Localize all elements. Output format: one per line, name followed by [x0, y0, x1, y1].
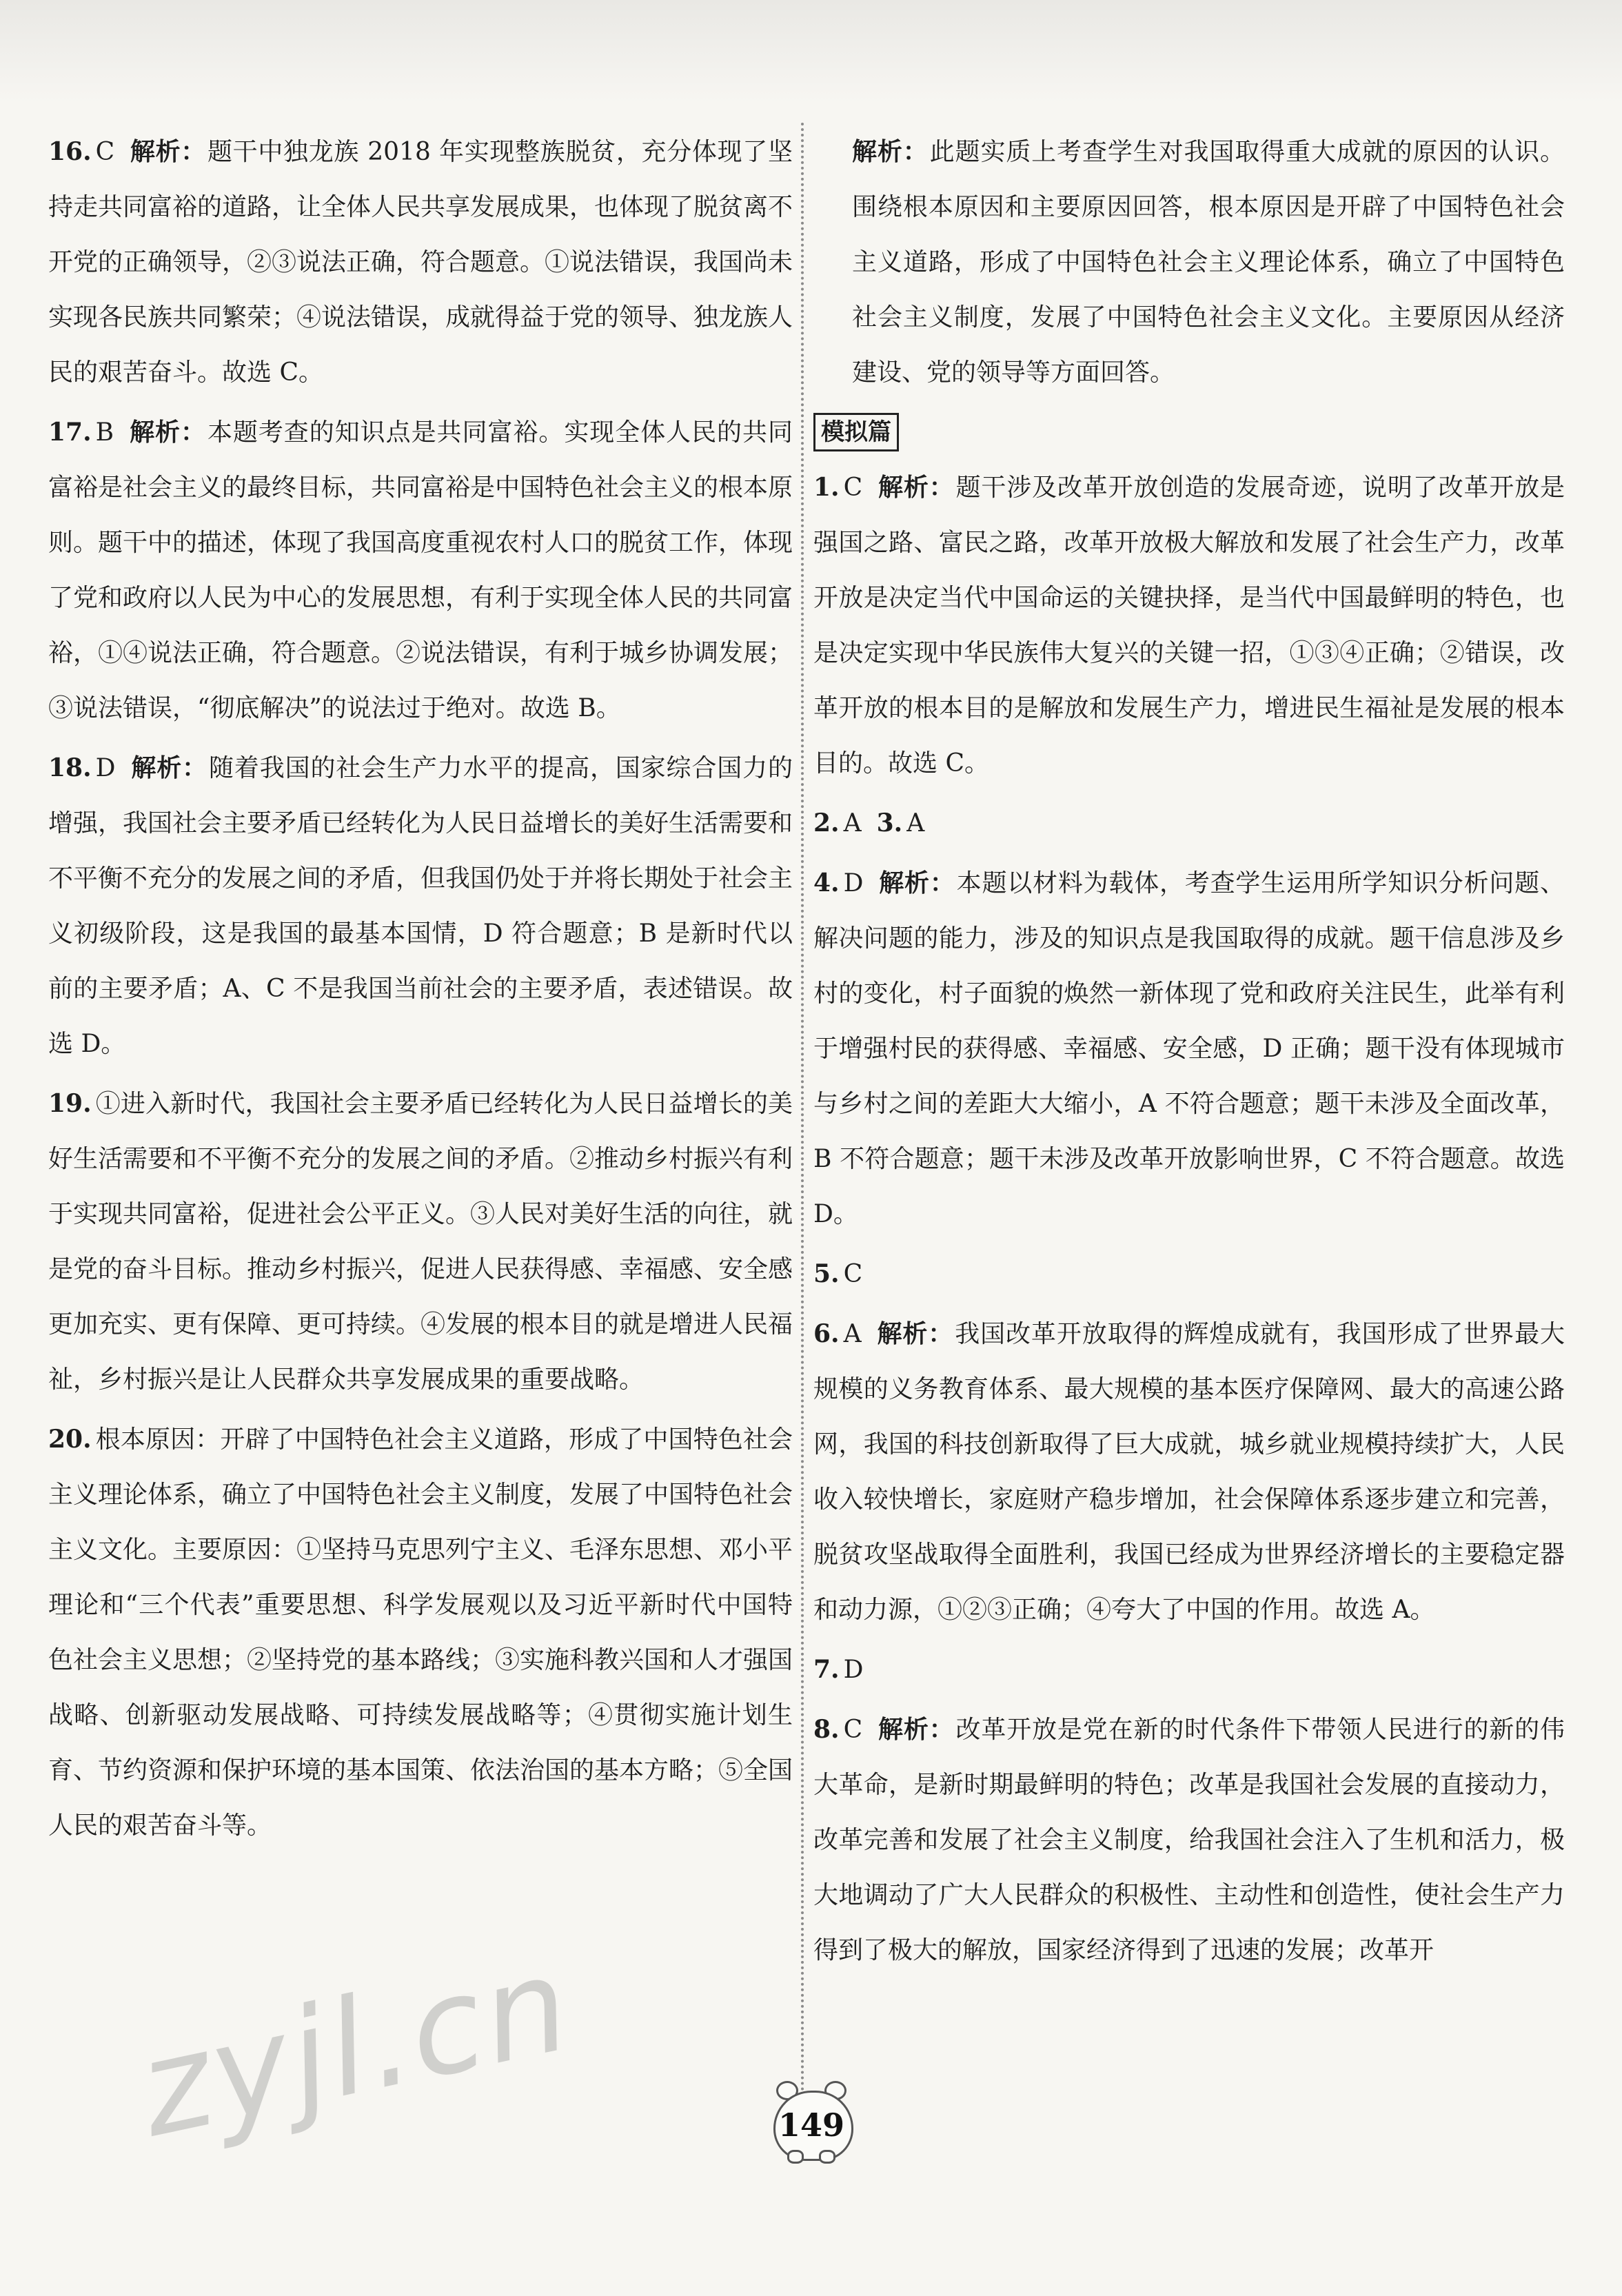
- question-number: 18.: [48, 753, 92, 782]
- answer-option: C: [843, 1260, 863, 1288]
- answer-item: [813, 1642, 1565, 1698]
- answer-option: D: [95, 754, 116, 782]
- page-number: 149: [778, 2106, 845, 2144]
- question-number: 19.: [48, 1089, 92, 1118]
- section-title: 模拟篇: [813, 413, 899, 451]
- answer-item: [48, 124, 793, 400]
- question-number: 8.: [813, 1715, 840, 1744]
- analysis-text: 随着我国的社会生产力水平的提高，国家综合国力的增强，我国社会主要矛盾已经转化为人民日益增长的美好生活需要和不平衡不充分的发展之间的矛盾，但我国仍处于并将长期处于社会主义初级阶段，这是我国的最基本国情，D 符合题意；B 是新时代以前的主要矛盾；A、C 不是我国当前社会的主要矛盾，表述错误。故选 D。: [48, 754, 793, 1058]
- question-number: 4.: [813, 868, 840, 897]
- analysis-label: 解析：: [878, 473, 955, 502]
- answer-item: [813, 855, 1565, 1242]
- analysis-label: 解析：: [852, 137, 929, 166]
- analysis-text: 根本原因：开辟了中国特色社会主义道路，形成了中国特色社会主义理论体系，确立了中国特色社会主义制度，发展了中国特色社会主义文化。主要原因：①坚持马克思列宁主义、毛泽东思想、邓小平理论和“三个代表”重要思想、科学发展观以及习近平新时代中国特色社会主义思想；②坚持党的基本路线；③实施科教兴国和人才强国战略、创新驱动发展战略、可持续发展战略等；④贯彻实施计划生育、节约资源和保护环境的基本国策、依法治国的基本方略；⑤全国人民的艰苦奋斗等。: [48, 1425, 793, 1840]
- question-number: 1.: [813, 473, 840, 502]
- question-number: 16.: [48, 137, 92, 166]
- answer-item: [813, 1246, 1565, 1302]
- right-column: [813, 124, 1565, 1982]
- answer-item: [813, 795, 1565, 851]
- answer-item: [48, 1412, 793, 1853]
- analysis-text: 此题实质上考查学生对我国取得重大成就的原因的认识。围绕根本原因和主要原因回答，根本原因是开辟了中国特色社会主义道路，形成了中国特色社会主义理论体系，确立了中国特色社会主义制度，发展了中国特色社会主义文化。主要原因从经济建设、党的领导等方面回答。: [852, 138, 1565, 387]
- analysis-text: 我国改革开放取得的辉煌成就有，我国形成了世界最大规模的义务教育体系、最大规模的基本医疗保障网、最大的高速公路网，我国的科技创新取得了巨大成就，城乡就业规模持续扩大，人民收入较快增长，家庭财产稳步增加，社会保障体系逐步建立和完善，脱贫攻坚战取得全面胜利，我国已经成为世界经济增长的主要稳定器和动力源，①②③正确；④夸大了中国的作用。故选 A。: [813, 1320, 1565, 1624]
- analysis-label: 解析：: [129, 418, 206, 447]
- analysis-label: 解析：: [878, 1715, 955, 1744]
- question-number: 20.: [48, 1425, 92, 1454]
- right-answers: [813, 460, 1565, 1978]
- badge-foot-left: [787, 2150, 804, 2164]
- answer-item: [48, 1076, 793, 1408]
- analysis-label: 解析：: [130, 753, 207, 782]
- continuation-paragraph: [813, 124, 1565, 400]
- page-top-band: [0, 0, 1622, 103]
- answer-item: [48, 405, 793, 736]
- analysis-label: 解析：: [130, 137, 206, 166]
- answer-item: [813, 1306, 1565, 1638]
- analysis-label: 解析：: [876, 1319, 954, 1348]
- question-number: 7.: [813, 1655, 840, 1684]
- question-number: 6.: [813, 1319, 840, 1348]
- analysis-text: 题干中独龙族 2018 年实现整族脱贫，充分体现了坚持走共同富裕的道路，让全体人民共享发展成果，也体现了脱贫离不开党的正确领导，②③说法正确，符合题意。①说法错误，我国尚未实现各民族共同繁荣；④说法错误，成就得益于党的领导、独龙族人民的艰苦奋斗。故选 C。: [48, 138, 793, 387]
- column-divider: [801, 123, 804, 2142]
- answer-option: A: [843, 1320, 862, 1348]
- question-number: 5.: [813, 1259, 840, 1288]
- answer-option: C: [843, 474, 863, 502]
- page-number-badge: [767, 2078, 856, 2168]
- answer-option: A: [906, 809, 925, 837]
- answer-option: D: [843, 1656, 864, 1684]
- answer-option: B: [95, 418, 114, 447]
- answer-option: C: [843, 1716, 863, 1744]
- answer-option: D: [843, 869, 864, 897]
- analysis-text: 题干涉及改革开放创造的发展奇迹，说明了改革开放是强国之路、富民之路，改革开放极大解放和发展了社会生产力，改革开放是决定当代中国命运的关键抉择，是当代中国最鲜明的特色，也是决定实现中华民族伟大复兴的关键一招，①③④正确；②错误，改革开放的根本目的是解放和发展生产力，增进民生福祉是发展的根本目的。故选 C。: [813, 474, 1565, 778]
- badge-foot-right: [819, 2150, 835, 2164]
- analysis-text: 本题考查的知识点是共同富裕。实现全体人民的共同富裕是社会主义的最终目标，共同富裕是中国特色社会主义的根本原则。题干中的描述，体现了我国高度重视农村人口的脱贫工作，体现了党和政府以人民为中心的发展思想，有利于实现全体人民的共同富裕，①④说法正确，符合题意。②说法错误，有利于城乡协调发展；③说法错误，“彻底解决”的说法过于绝对。故选 B。: [48, 418, 793, 722]
- analysis-text: ①进入新时代，我国社会主要矛盾已经转化为人民日益增长的美好生活需要和不平衡不充分的发展之间的矛盾。②推动乡村振兴有利于实现共同富裕，促进社会公平正义。③人民对美好生活的向往，就是党的奋斗目标。推动乡村振兴，促进人民获得感、幸福感、安全感更加充实、更有保障、更可持续。④发展的根本目的就是增进人民福祉，乡村振兴是让人民群众共享发展成果的重要战略。: [48, 1090, 793, 1394]
- left-column: [48, 124, 793, 1858]
- question-number: 17.: [48, 418, 92, 447]
- answer-item: [813, 1702, 1565, 1978]
- answer-item: [48, 740, 793, 1072]
- analysis-text: 本题以材料为载体，考查学生运用所学知识分析问题、解决问题的能力，涉及的知识点是我国取得的成就。题干信息涉及乡村的变化，村子面貌的焕然一新体现了党和政府关注民生，此举有利于增强村民的获得感、幸福感、安全感，D 正确；题干没有体现城市与乡村之间的差距大大缩小，A 不符合题意；题干未涉及全面改革，B 不符合题意；题干未涉及改革开放影响世界，C 不符合题意。故选 D。: [813, 869, 1565, 1228]
- analysis-text: 改革开放是党在新的时代条件下带领人民进行的新的伟大革命，是新时期最鲜明的特色；改革是我国社会发展的直接动力，改革完善和发展了社会主义制度，给我国社会注入了生机和活力，极大地调动了广大人民群众的积极性、主动性和创造性，使社会生产力得到了极大的解放，国家经济得到了迅速的发展；改革开: [813, 1716, 1565, 1964]
- question-number: 3.: [876, 809, 903, 837]
- answer-item: [813, 460, 1565, 791]
- answer-option: A: [843, 809, 862, 837]
- analysis-label: 解析：: [878, 868, 955, 897]
- watermark: zyjl.cn: [126, 1927, 585, 2167]
- question-number: 2.: [813, 809, 840, 837]
- answer-option: C: [95, 138, 115, 166]
